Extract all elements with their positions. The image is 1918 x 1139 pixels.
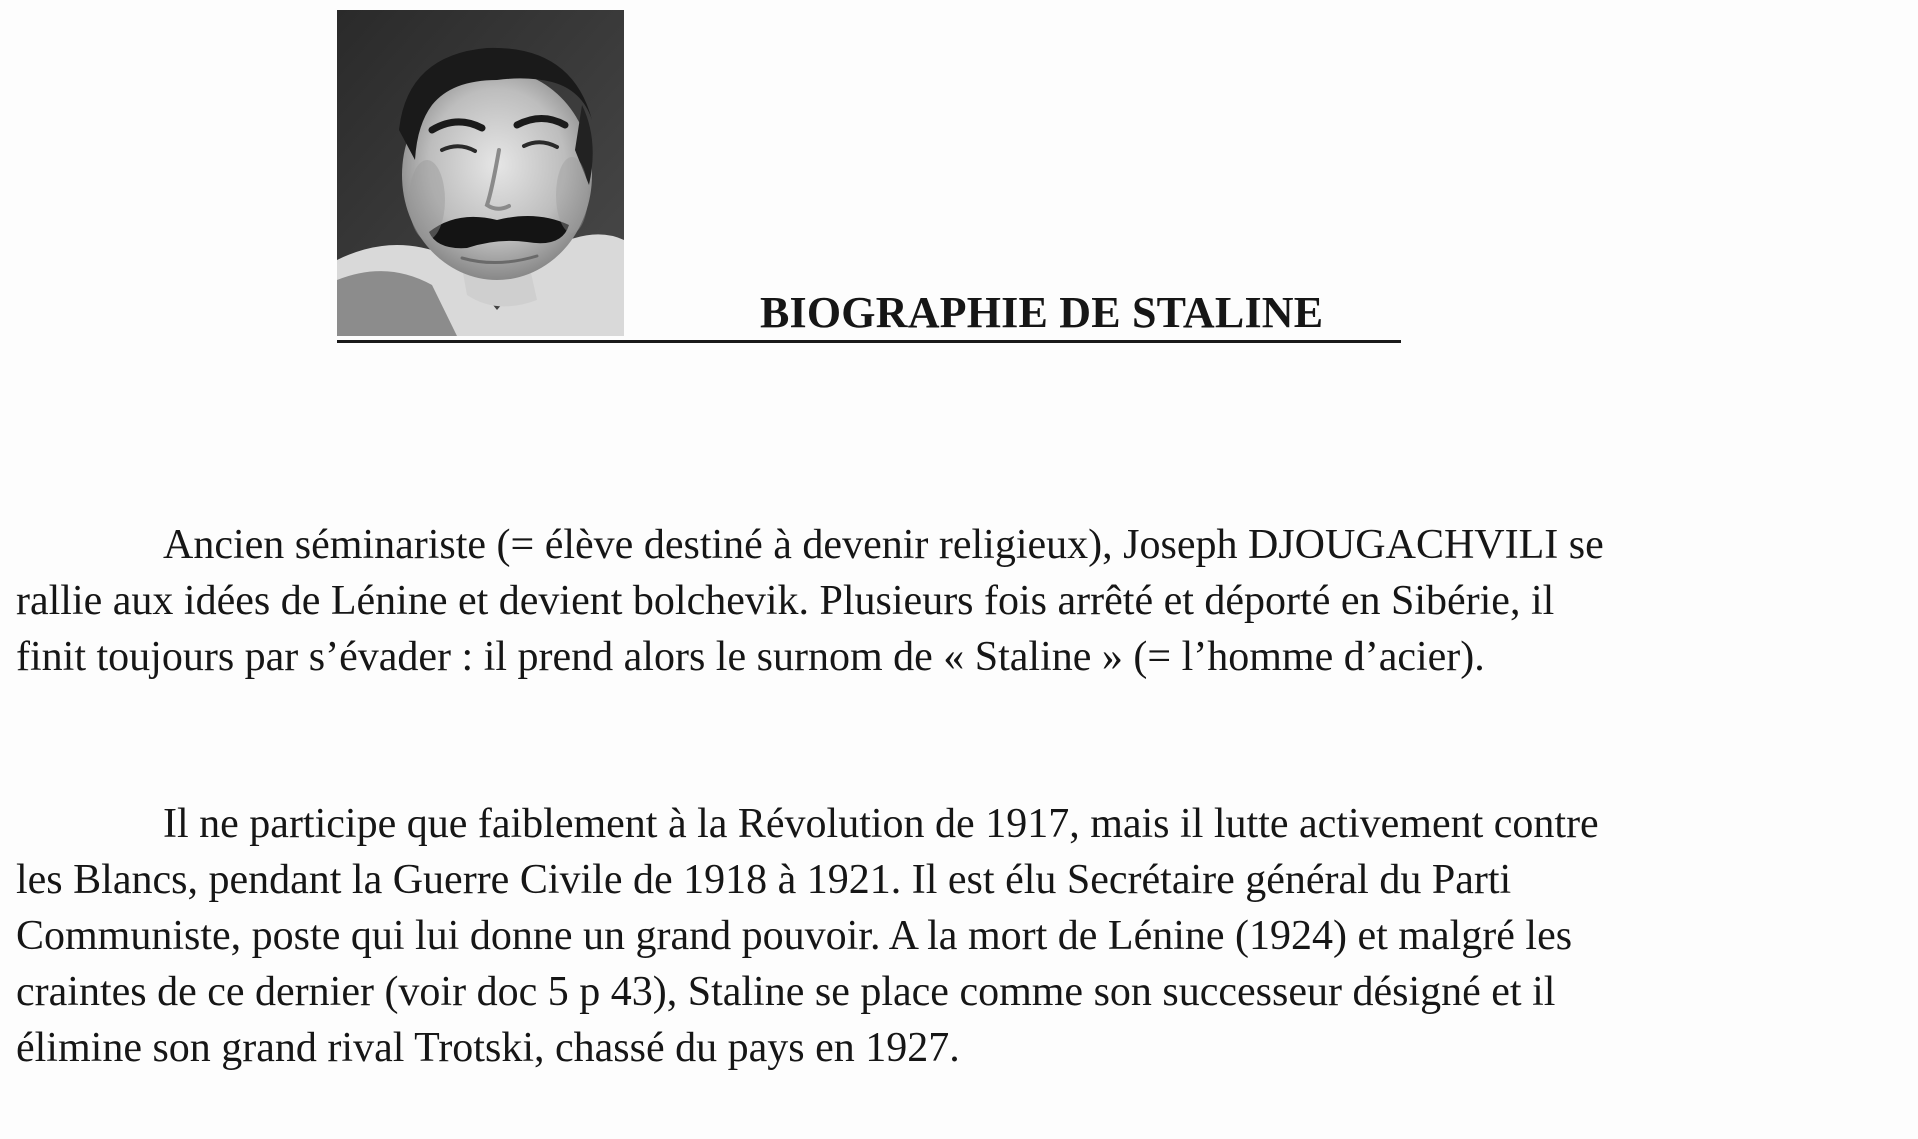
- paragraph-2-line-4: craintes de ce dernier (voir doc 5 p 43), Staline se place comme son successeur désigné et il: [16, 969, 1556, 1015]
- paragraph-1-line-3: finit toujours par s’évader : il prend alors le surnom de « Staline » (= l’homme d’acier).: [16, 634, 1485, 680]
- document-title: BIOGRAPHIE DE STALINE: [760, 288, 1324, 337]
- title-underline-rule: [337, 340, 1401, 343]
- portrait-image: [337, 10, 624, 336]
- paragraph-1: [16, 517, 1896, 685]
- paragraph-1-line-2: rallie aux idées de Lénine et devient bolchevik. Plusieurs fois arrêté et déporté en Sibérie, il: [16, 578, 1555, 624]
- paragraph-2-line-3: Communiste, poste qui lui donne un grand pouvoir. A la mort de Lénine (1924) et malgré les: [16, 913, 1573, 959]
- paragraph-2-line-5: élimine son grand rival Trotski, chassé du pays en 1927.: [16, 1025, 960, 1071]
- portrait-photo: [337, 10, 624, 336]
- paragraph-2: [16, 796, 1896, 1076]
- paragraph-1-line-1: Ancien séminariste (= élève destiné à devenir religieux), Joseph DJOUGACHVILI se: [163, 522, 1604, 568]
- paragraph-2-line-2: les Blancs, pendant la Guerre Civile de 1918 à 1921. Il est élu Secrétaire général du Parti: [16, 857, 1512, 903]
- paragraph-2-line-1: Il ne participe que faiblement à la Révolution de 1917, mais il lutte activement contre: [163, 801, 1599, 847]
